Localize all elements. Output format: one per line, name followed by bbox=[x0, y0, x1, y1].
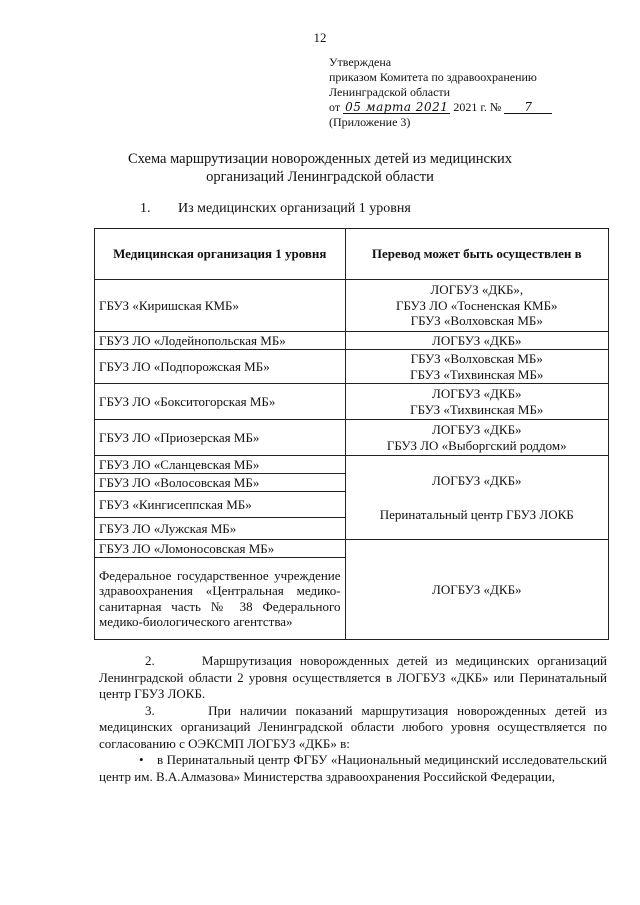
dest-cell bbox=[345, 350, 608, 384]
dest-cell bbox=[345, 280, 608, 332]
org-cell: ГБУЗ ЛО «Приозерская МБ» bbox=[95, 420, 346, 456]
org-cell: ГБУЗ ЛО «Подпорожская МБ» bbox=[95, 350, 346, 384]
section-1-heading bbox=[140, 201, 411, 217]
bullet-text: в Перинатальный центр ФГБУ «Национальный медицинский исследовательский центр им. В.А.Алмазова» Министерства здравоохранения Российской Федерации, bbox=[99, 752, 607, 784]
header-org: Медицинская организация 1 уровня bbox=[95, 229, 346, 280]
dest-line: ЛОГБУЗ «ДКБ» bbox=[432, 473, 522, 488]
org-cell: ГБУЗ ЛО «Волосовская МБ» bbox=[95, 474, 346, 492]
header-dest: Перевод может быть осуществлен в bbox=[345, 229, 608, 280]
org-cell: ГБУЗ ЛО «Ломоносовская МБ» bbox=[95, 540, 346, 558]
approval-line-2: приказом Комитета по здравоохранению bbox=[329, 70, 537, 84]
dest-line: ГБУЗ ЛО «Тосненская КМБ» bbox=[395, 297, 558, 313]
dest-line: Перинатальный центр ГБУЗ ЛОКБ bbox=[379, 506, 574, 522]
approval-line-3: Ленинградской области bbox=[329, 85, 451, 99]
table-row bbox=[95, 540, 609, 558]
handwritten-number: 7 bbox=[504, 101, 552, 114]
handwritten-date: 05 марта 2021 bbox=[345, 100, 449, 114]
section-1-text: Из медицинских организаций 1 уровня bbox=[178, 201, 411, 216]
approval-date-line bbox=[329, 100, 552, 115]
routing-table bbox=[94, 228, 609, 640]
dest-line: ЛОГБУЗ «ДКБ», bbox=[430, 282, 524, 298]
dest-cell bbox=[345, 332, 608, 350]
body-paragraphs bbox=[99, 653, 607, 785]
table-row bbox=[95, 456, 609, 474]
bullet-paragraph bbox=[99, 752, 607, 785]
org-cell: ГБУЗ ЛО «Лодейнопольская МБ» bbox=[95, 332, 346, 350]
dest-line: ГБУЗ ЛО «Выборгский роддом» bbox=[386, 437, 567, 453]
dest-line: ГБУЗ «Волховская МБ» bbox=[410, 313, 543, 329]
dest-cell bbox=[345, 420, 608, 456]
document-title bbox=[0, 150, 640, 186]
bullet-icon: • bbox=[139, 752, 144, 767]
page-number: 12 bbox=[313, 30, 327, 45]
org-cell: ГБУЗ ЛО «Бокситогорская МБ» bbox=[95, 384, 346, 420]
dest-cell-group-b: ЛОГБУЗ «ДКБ» bbox=[345, 540, 608, 640]
dest-cell bbox=[345, 384, 608, 420]
paragraph-2: 2. Маршрутизация новорожденных детей из медицинских организаций Ленинградской области 2 уровня осуществляется в ЛОГБУЗ «ДКБ» или Перинатальный центр ГБУЗ ЛОКБ. bbox=[99, 653, 607, 701]
table-row bbox=[95, 350, 609, 384]
org-cell: ГБУЗ ЛО «Сланцевская МБ» bbox=[95, 456, 346, 474]
org-cell: ГБУЗ «Кингисеппская МБ» bbox=[95, 492, 346, 518]
date-suffix: 2021 г. № bbox=[453, 100, 502, 114]
approval-block bbox=[329, 55, 552, 130]
dest-cell-group-a bbox=[345, 456, 608, 540]
table-row bbox=[95, 332, 609, 350]
title-line-2: организаций Ленинградской области bbox=[206, 169, 434, 185]
approval-line-1: Утверждена bbox=[329, 55, 392, 69]
org-cell: ГБУЗ ЛО «Лужская МБ» bbox=[95, 518, 346, 540]
dest-line: ГБУЗ «Тихвинская МБ» bbox=[410, 401, 544, 417]
dest-line: ЛОГБУЗ «ДКБ» bbox=[432, 332, 522, 348]
dest-line: ГБУЗ «Тихвинская МБ» bbox=[410, 366, 544, 382]
table-row bbox=[95, 420, 609, 456]
approval-line-5: (Приложение 3) bbox=[329, 115, 411, 129]
table-row bbox=[95, 280, 609, 332]
dest-line: ГБУЗ «Волховская МБ» bbox=[410, 351, 543, 366]
org-cell: Федеральное государственное учреждение здравоохранения «Центральная медико-санитарная часть № 38 Федерального медико-биологического агентства» bbox=[95, 558, 346, 640]
paragraph-3: 3. При наличии показаний маршрутизация новорожденных детей из медицинских организаций Ленинградской области любого уровня осуществляется по согласованию с ОЭКСМП ЛОГБУЗ «ДКБ» в: bbox=[99, 702, 607, 751]
table-row bbox=[95, 384, 609, 420]
org-cell: ГБУЗ «Киришская КМБ» bbox=[95, 280, 346, 332]
section-1-number: 1. bbox=[140, 201, 151, 216]
date-prefix: от bbox=[329, 100, 341, 114]
dest-line: ЛОГБУЗ «ДКБ» bbox=[432, 386, 522, 401]
title-line-1: Схема маршрутизации новорожденных детей из медицинских bbox=[127, 151, 513, 167]
table-header-row bbox=[95, 229, 609, 280]
dest-line: ЛОГБУЗ «ДКБ» bbox=[432, 422, 522, 437]
